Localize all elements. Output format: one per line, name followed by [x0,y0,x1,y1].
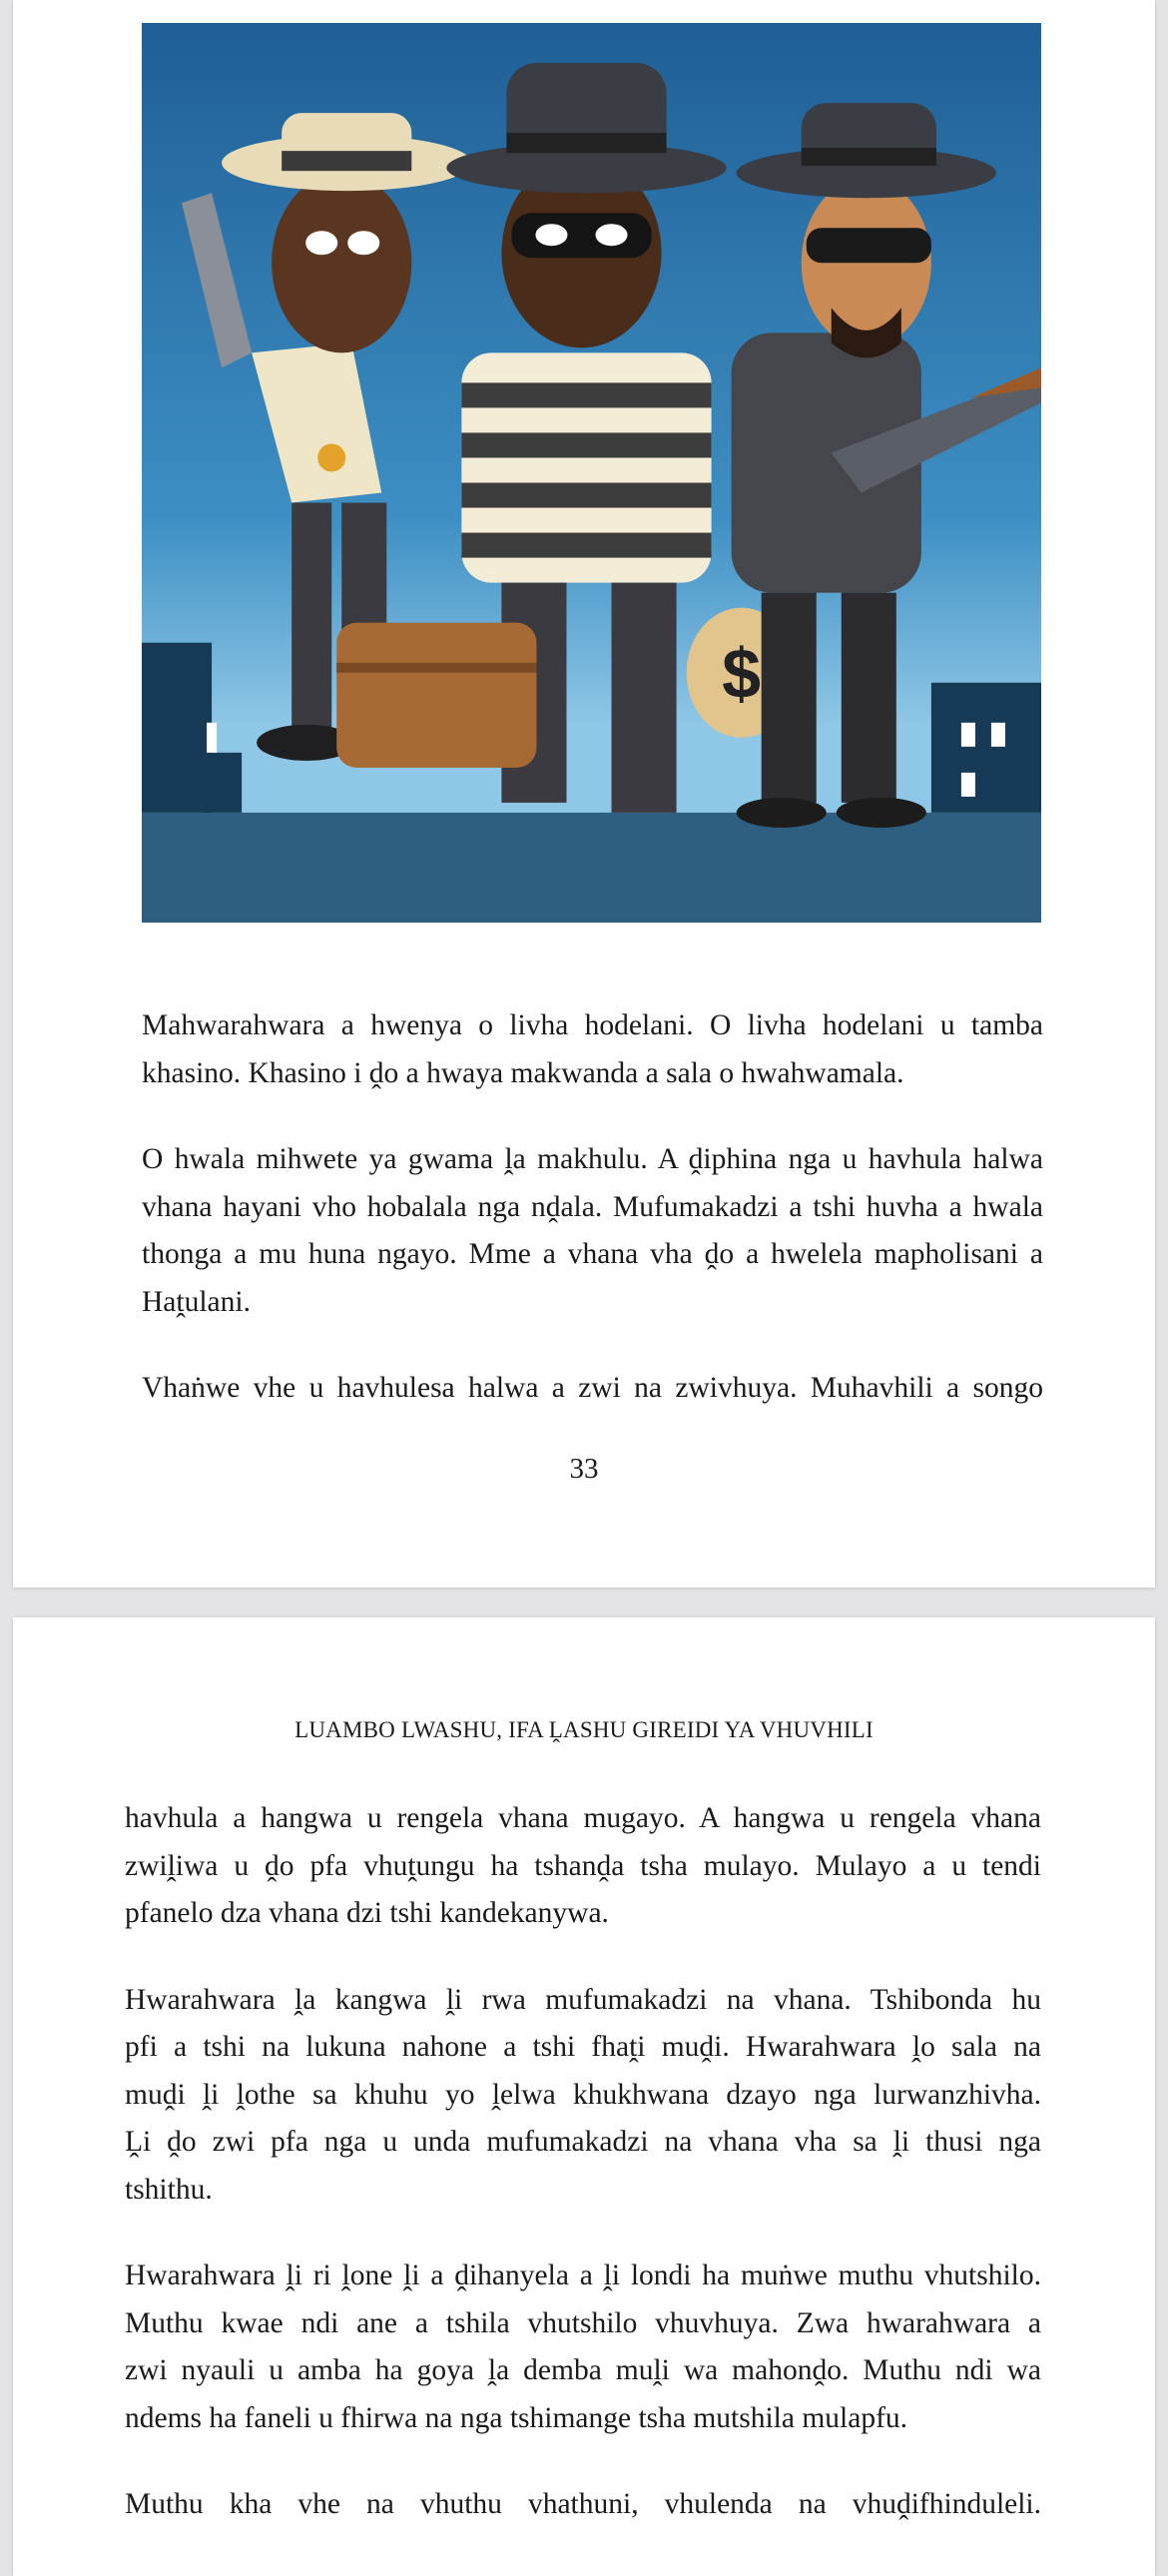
text-line: Haṱulani. [142,1285,251,1318]
paragraph [125,1977,1041,2215]
money-bag-dollar-icon: $ [722,634,762,713]
running-header: LUAMBO LWASHU, IFA ḼASHU GIREIDI YA VHUVHILI [294,1717,874,1742]
robbers-illustration-svg [142,23,1041,923]
paragraph [125,2481,1041,2529]
paragraph [125,2253,1041,2442]
text-line: havhula a hangwa u rengela vhana mugayo. A hangwa u rengela vhana [125,1802,1041,1834]
page-body-text [125,1795,1041,2568]
paragraph [142,1002,1043,1097]
text-line: muḓi ḽi ḽothe sa khuhu yo ḽelwa khukhwana dzayo nga lurwanzhivha. [125,2078,1041,2111]
paragraph [142,1365,1043,1413]
text-line: pfanelo dza vhana dzi tshi kandekanywa. [125,1897,609,1929]
paragraph [125,1795,1041,1938]
page-body-text [142,1002,1043,1452]
text-line: ndems ha faneli u fhirwa na nga tshimange tsha mutshila mulapfu. [125,2401,908,2434]
page-number: 33 [569,1453,599,1485]
robbers-illustration [142,23,1041,923]
text-line: zwiḽiwa u ḓo pfa vhuṱungu ha tshanḓa tsha mulayo. Mulayo a u tendi [125,1849,1041,1882]
book-page-34 [13,1617,1155,2576]
text-line: Vhaṅwe vhe u havhulesa halwa a zwi na zwivhuya. Muhavhili a songo [142,1372,1043,1404]
text-line: pfi a tshi na lukuna nahone a tshi fhaṱi muḓi. Hwarahwara ḽo sala na [125,2031,1041,2063]
text-line: khasino. Khasino i ḓo a hwaya makwanda a sala o hwahwamala. [142,1056,904,1089]
text-line: Hwarahwara ḽa kangwa ḽi rwa mufumakadzi na vhana. Tshibonda hu [125,1983,1041,2016]
text-line: thonga a mu huna ngayo. Mme a vhana vha ḓo a hwelela mapholisani a [142,1238,1043,1270]
text-line: Mahwarahwara a hwenya o livha hodelani. O livha hodelani u tamba [142,1009,1043,1041]
book-page-33 [13,0,1155,1588]
text-line: Muthu kwae ndi ane a tshila vhutshilo vhuvhuya. Zwa hwarahwara a [125,2306,1041,2339]
text-line: vhana hayani vho hobalala nga nḓala. Mufumakadzi a tshi huvha a hwala [142,1190,1043,1223]
text-line: zwi nyauli u amba ha goya ḽa demba muḽi wa mahonḓo. Muthu ndi wa [125,2354,1041,2386]
text-line: Muthu kha vhe na vhuthu vhathuni, vhulenda na vhuḓifhinduleli. [125,2488,1041,2520]
text-line: Hwarahwara ḽi ri ḽone ḽi a ḓihanyela a ḽi londi ha muṅwe muthu vhutshilo. [125,2259,1041,2291]
paragraph [142,1136,1043,1326]
text-line: O hwala mihwete ya gwama ḽa makhulu. A ḓiphina nga u havhula halwa [142,1143,1043,1175]
text-line: Ḽi ḓo zwi pfa nga u unda mufumakadzi na vhana vha sa ḽi thusi nga [125,2126,1041,2158]
text-line: tshithu. [125,2173,213,2206]
